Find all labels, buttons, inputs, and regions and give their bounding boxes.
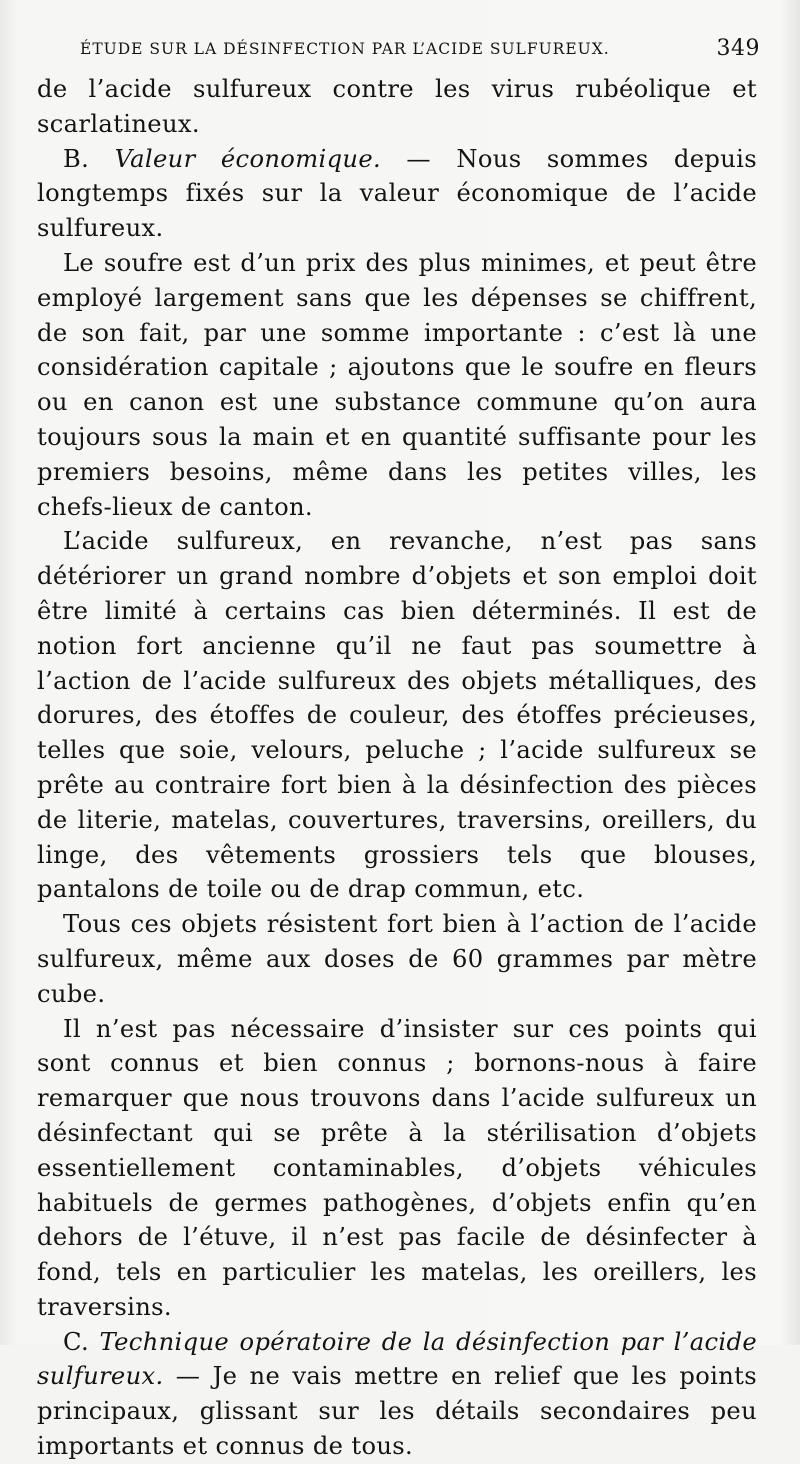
paragraph-economic-value: [37, 142, 757, 246]
paragraph-resistance: [37, 907, 757, 1011]
paragraph-text: Il n’est pas nécessaire d’insister sur ces points qui sont connus et bien connus ; bornons-nous à faire remarquer que nous trouvons dans l’acide sulfureux un désinfectant qui se prête à la stérilisation d’objets essentiellement contaminables, d’objets véhicules habituels de germes pathogènes, d’objets enfin qu’en dehors de l’étuve, il n’est pas facile de désinfecter à fond, tels en particulier les matelas, les oreillers, les traversins.: [37, 1014, 757, 1321]
page-header: [80, 36, 760, 66]
paragraph-text: Tous ces objets résistent fort bien à l’action de l’acide sulfureux, même aux doses de 60 grammes par mètre cube.: [37, 910, 757, 1008]
running-title: ÉTUDE SUR LA DÉSINFECTION PAR L’ACIDE SULFUREUX.: [80, 40, 610, 58]
section-title: Valeur économique.: [114, 144, 382, 173]
body-text: [37, 72, 757, 1464]
paragraph-technique: [37, 1325, 757, 1464]
paragraph-text: — Nous sommes depuis longtemps fixés sur la valeur économique de l’acide sulfureux.: [37, 144, 757, 243]
section-title: Technique opératoire de la désinfection par l’acide sulfureux.: [37, 1327, 758, 1391]
page-number: 349: [716, 36, 760, 61]
section-label: C.: [63, 1327, 90, 1356]
paragraph-text: Le soufre est d’un prix des plus minimes, et peut être employé largement sans que les dépenses se chiffrent, de son fait, par une somme importante : c’est là une considération capitale ; ajoutons que le soufre en fleurs ou en canon est une substance commune qu’on aura toujours sous la main et en quantité suffisante pour les premiers besoins, même dans les petites villes, les chefs-lieux de canton.: [37, 248, 757, 521]
paragraph-disinfectant: [37, 1012, 757, 1325]
paragraph-deterioration: [37, 524, 757, 907]
paragraph-text: L’acide sulfureux, en revanche, n’est pas sans détériorer un grand nombre d’objets et son emploi doit être limité à certains cas bien déterminés. Il est de notion fort ancienne qu’il ne faut pas soumettre à l’action de l’acide sulfureux des objets métalliques, des dorures, des étoffes de couleur, des étoffes précieuses, telles que soie, velours, peluche ; l’acide sulfureux se prête au contraire fort bien à la désinfection des pièces de literie, matelas, couvertures, traversins, oreillers, du linge, des vêtements grossiers tels que blouses, pantalons de toile ou de drap commun, etc.: [37, 527, 757, 904]
paragraph-sulfur-price: [37, 246, 757, 524]
paragraph-text: de l’acide sulfureux contre les virus rubéolique et scarlatineux.: [37, 75, 757, 138]
paragraph-continuation: [37, 72, 757, 142]
paragraph-text: — Je ne vais mettre en relief que les points principaux, glissant sur les détails secondaires peu importants et connus de tous.: [37, 1362, 757, 1461]
section-label: B.: [63, 144, 90, 173]
